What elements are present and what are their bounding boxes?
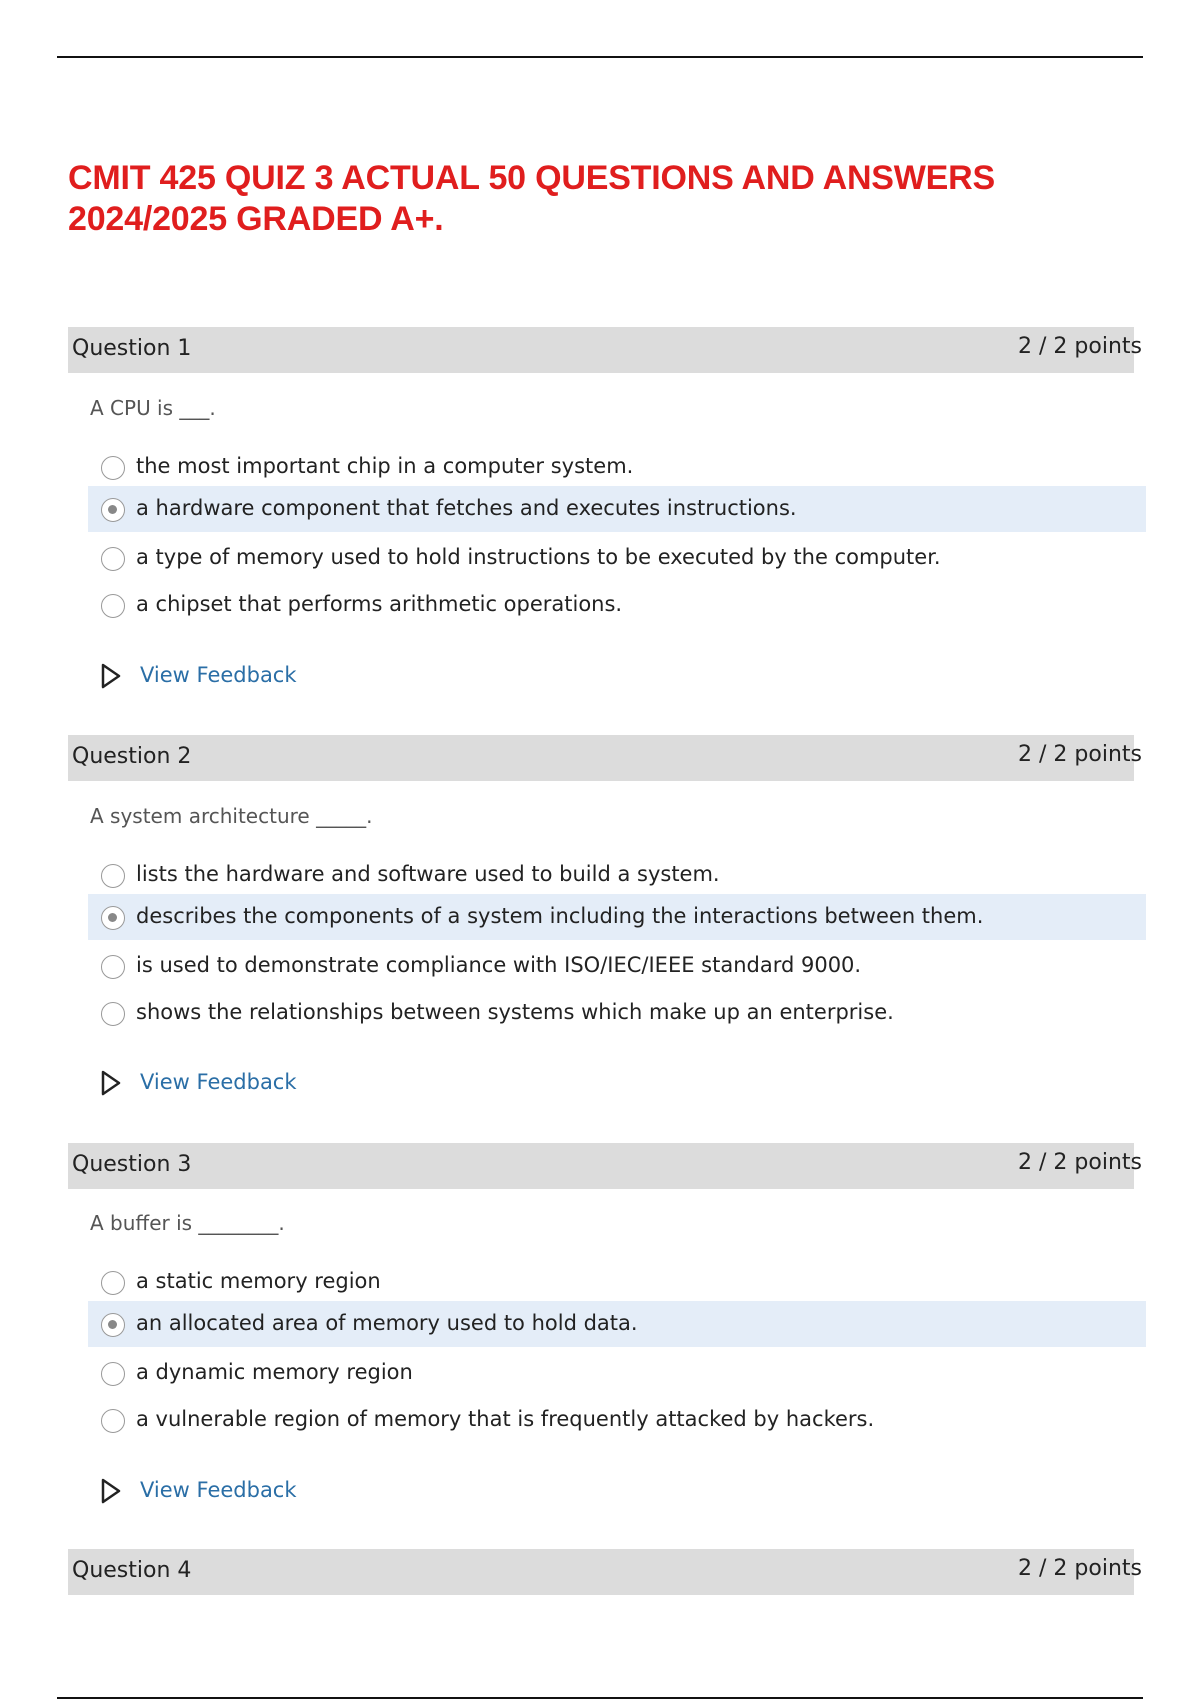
question-prompt: A CPU is ___. — [90, 396, 216, 420]
question-header — [68, 735, 1142, 781]
question-label: Question 4 — [72, 1558, 192, 1583]
play-triangle-icon — [100, 663, 122, 689]
answer-option[interactable] — [88, 582, 1146, 628]
question-prompt: A system architecture _____. — [90, 804, 373, 828]
answer-option[interactable] — [88, 535, 1146, 581]
answer-option-text: a dynamic memory region — [136, 1360, 413, 1384]
radio-button[interactable] — [101, 1409, 125, 1433]
question-points: 2 / 2 points — [1018, 334, 1142, 359]
answer-option-text: is used to demonstrate compliance with ISO/IEC/IEEE standard 9000. — [136, 953, 862, 977]
radio-button[interactable] — [101, 1271, 125, 1295]
radio-button[interactable] — [101, 594, 125, 618]
radio-button[interactable] — [101, 547, 125, 571]
question-prompt: A buffer is ________. — [90, 1211, 285, 1235]
question-label: Question 1 — [72, 336, 192, 361]
document-title: CMIT 425 QUIZ 3 ACTUAL 50 QUESTIONS AND ANSWERS 2024/2025 GRADED A+. — [68, 159, 995, 238]
view-feedback-link[interactable]: View Feedback — [140, 1478, 297, 1502]
answer-option[interactable] — [88, 943, 1146, 989]
play-triangle-icon — [100, 1070, 122, 1096]
answer-option[interactable] — [88, 444, 1146, 490]
answer-option-selected[interactable] — [88, 894, 1146, 940]
question-points: 2 / 2 points — [1018, 1150, 1142, 1175]
answer-option[interactable] — [88, 1259, 1146, 1305]
answer-option-text: shows the relationships between systems which make up an enterprise. — [136, 1000, 894, 1024]
answer-option-text: a vulnerable region of memory that is frequently attacked by hackers. — [136, 1407, 875, 1431]
answer-option-text: a static memory region — [136, 1269, 381, 1293]
question-label: Question 2 — [72, 744, 192, 769]
bottom-rule — [57, 1697, 1143, 1699]
answer-option-text: an allocated area of memory used to hold data. — [136, 1311, 638, 1335]
question-header — [68, 1549, 1142, 1595]
question-header — [68, 327, 1142, 373]
view-feedback-link[interactable]: View Feedback — [140, 663, 297, 687]
answer-option-selected[interactable] — [88, 486, 1146, 532]
radio-button-checked[interactable] — [101, 1313, 125, 1337]
play-triangle-icon — [100, 1478, 122, 1504]
radio-button-checked[interactable] — [101, 498, 125, 522]
answer-option-selected[interactable] — [88, 1301, 1146, 1347]
answer-option-text: lists the hardware and software used to build a system. — [136, 862, 720, 886]
answer-option-text: the most important chip in a computer system. — [136, 454, 634, 478]
radio-button[interactable] — [101, 1002, 125, 1026]
answer-option[interactable] — [88, 852, 1146, 898]
answer-option-text: describes the components of a system including the interactions between them. — [136, 904, 984, 928]
question-points: 2 / 2 points — [1018, 742, 1142, 767]
radio-button[interactable] — [101, 864, 125, 888]
radio-button-checked[interactable] — [101, 906, 125, 930]
question-points: 2 / 2 points — [1018, 1556, 1142, 1581]
answer-option[interactable] — [88, 1397, 1146, 1443]
top-rule — [57, 56, 1143, 58]
question-header — [68, 1143, 1142, 1189]
radio-button[interactable] — [101, 955, 125, 979]
answer-option[interactable] — [88, 990, 1146, 1036]
answer-option-text: a type of memory used to hold instructions to be executed by the computer. — [136, 545, 941, 569]
answer-option-text: a chipset that performs arithmetic operations. — [136, 592, 623, 616]
radio-button[interactable] — [101, 1362, 125, 1386]
answer-option[interactable] — [88, 1350, 1146, 1396]
question-label: Question 3 — [72, 1152, 192, 1177]
view-feedback-link[interactable]: View Feedback — [140, 1070, 297, 1094]
radio-button[interactable] — [101, 456, 125, 480]
answer-option-text: a hardware component that fetches and executes instructions. — [136, 496, 797, 520]
